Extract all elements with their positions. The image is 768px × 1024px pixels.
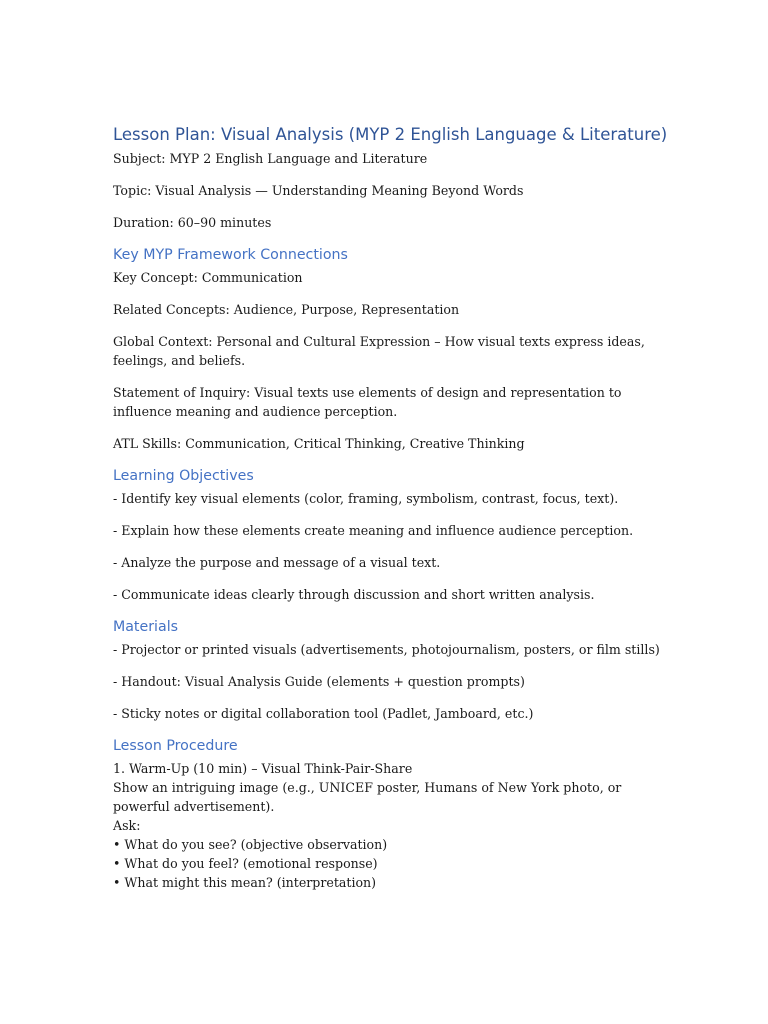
objective-item: - Communicate ideas clearly through discussion and short written analysis. [113,587,595,602]
duration-line: Duration: 60–90 minutes [113,215,272,230]
materials-item: - Projector or printed visuals (advertisements, photojournalism, posters, or film stills) [113,642,660,657]
key-concept-line: Key Concept: Communication [113,270,303,285]
step-description: Show an intriguing image (e.g., UNICEF poster, Humans of New York photo, or powerful advertisement). [113,780,622,814]
question-item: • What might this mean? (interpretation) [113,875,377,890]
topic-line: Topic: Visual Analysis — Understanding Meaning Beyond Words [113,183,524,198]
objective-item: - Explain how these elements create meaning and influence audience perception. [113,523,634,538]
procedure-heading: Lesson Procedure [113,738,238,754]
step-title: 1. Warm-Up (10 min) – Visual Think-Pair-Share [113,761,413,776]
procedure-step-1 [113,759,673,892]
objectives-heading: Learning Objectives [113,468,254,484]
document-body [113,124,673,892]
materials-item: - Sticky notes or digital collaboration tool (Padlet, Jamboard, etc.) [113,706,534,721]
statement-of-inquiry-paragraph: Statement of Inquiry: Visual texts use elements of design and representation to influence meaning and audience perception. [113,385,622,419]
global-context-paragraph: Global Context: Personal and Cultural Expression – How visual texts express ideas, feelings, and beliefs. [113,334,645,368]
objective-item: - Identify key visual elements (color, framing, symbolism, contrast, focus, text). [113,491,619,506]
objective-item: - Analyze the purpose and message of a visual text. [113,555,441,570]
question-item: • What do you see? (objective observation) [113,837,388,852]
materials-item: - Handout: Visual Analysis Guide (elements + question prompts) [113,674,525,689]
page-title: Lesson Plan: Visual Analysis (MYP 2 English Language & Literature) [113,125,668,144]
question-item: • What do you feel? (emotional response) [113,856,378,871]
subject-line: Subject: MYP 2 English Language and Literature [113,151,428,166]
related-concepts-line: Related Concepts: Audience, Purpose, Representation [113,302,460,317]
framework-heading: Key MYP Framework Connections [113,247,348,263]
materials-heading: Materials [113,619,179,635]
ask-label: Ask: [113,818,141,833]
atl-skills-line: ATL Skills: Communication, Critical Thinking, Creative Thinking [113,436,525,451]
